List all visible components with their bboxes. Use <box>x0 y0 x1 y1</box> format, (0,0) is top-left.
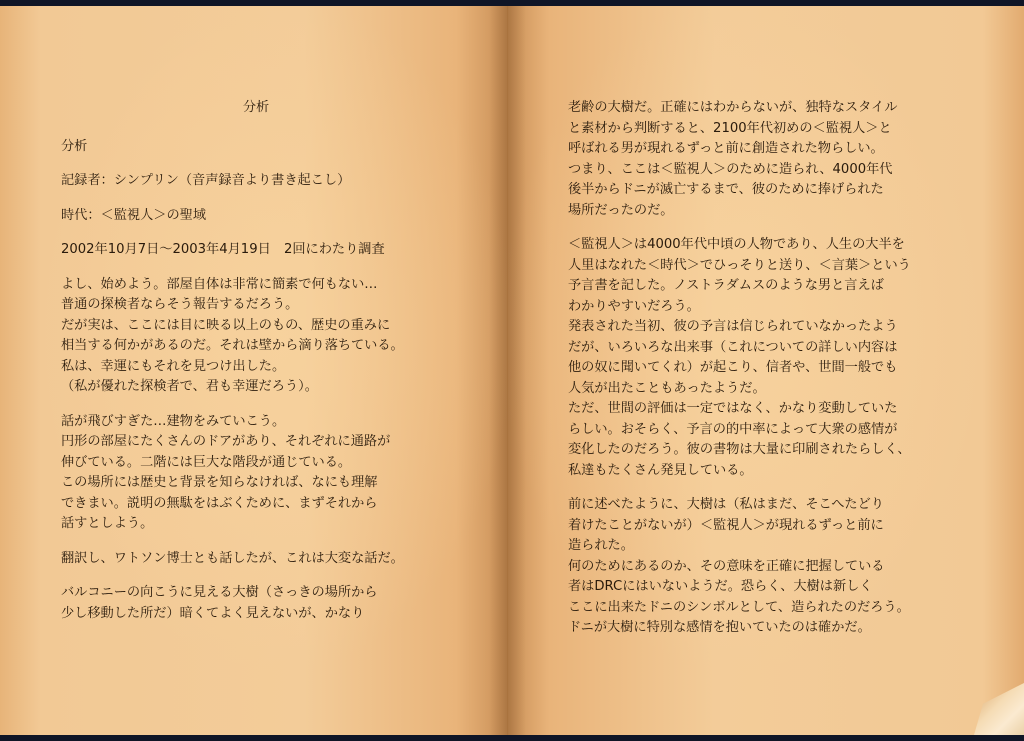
text-line: ここに出来たドニのシンボルとして、造られたのだろう。 <box>568 599 910 615</box>
right-page-text <box>568 98 968 639</box>
left-page-lines <box>61 137 461 625</box>
text-line: 私達もたくさん発見している。 <box>568 462 753 478</box>
text-line: 翻訳し、ワトソン博士とも話したが、これは大変な話だ。 <box>61 550 404 566</box>
text-line: できまい。説明の無駄をはぶくために、まずそれから <box>61 495 378 511</box>
text-line: 変化したのだろう。彼の書物は大量に印刷されたらしく、 <box>568 442 911 457</box>
text-line: 老齢の大樹だ。正確にはわからないが、独特なスタイル <box>568 100 898 115</box>
text-line: バルコニーの向こうに見える大樹（さっきの場所から <box>61 585 378 600</box>
text-line: 2002年10月7日〜2003年4月19日 2回にわたり調査 <box>61 242 385 257</box>
left-page[interactable] <box>0 6 508 735</box>
text-line: わかりやすいだろう。 <box>568 298 700 314</box>
text-line: つまり、ここは＜監視人＞のために造られ、4000年代 <box>568 161 893 177</box>
text-line: 少し移動した所だ）暗くてよく見えないが、かなり <box>61 605 365 621</box>
text-line: 発表された当初、彼の予言は信じられていなかったよう <box>568 319 898 334</box>
text-line: 予言書を記した。ノストラダムスのような男と言えば <box>568 278 884 293</box>
text-line: 話が飛びすぎた…建物をみていこう。 <box>61 413 286 429</box>
text-line: ＜監視人＞は4000年代中頃の人物であり、人生の大半を <box>568 237 905 252</box>
text-line: （私が優れた探検者で、君も幸運だろう）。 <box>61 379 318 394</box>
text-line: 話すとしよう。 <box>61 516 154 531</box>
text-line: ドニが大樹に特別な感情を抱いていたのは確かだ。 <box>568 620 871 635</box>
text-line: この場所には歴史と背景を知らなければ、なにも理解 <box>61 475 378 490</box>
paragraph-gap <box>568 221 968 235</box>
text-line: ただ、世間の評価は一定ではなく、かなり変動していた <box>568 401 898 416</box>
text-line: 呼ばれる男が現れるずっと前に創造された物らしい。 <box>568 141 884 156</box>
text-line: 場所だったのだ。 <box>568 202 674 218</box>
text-line: 人気が出たこともあったようだ。 <box>568 380 766 396</box>
page-heading: 分析 <box>242 100 270 115</box>
right-page-lines <box>568 98 968 639</box>
text-line: 他の奴に聞いてくれ）が起こり、信者や、世間一般でも <box>568 360 898 375</box>
text-line: 私は、幸運にもそれを見つけ出した。 <box>61 358 286 374</box>
paragraph-gap <box>61 398 461 412</box>
text-line: 相当する何かがあるのだ。それは壁から滴り落ちている。 <box>61 338 404 353</box>
page-curl-icon[interactable] <box>974 683 1024 735</box>
paragraph-gap <box>61 535 461 549</box>
text-line: 者はDRCにはいないようだ。恐らく、大樹は新しく <box>568 579 873 594</box>
paragraph-gap <box>61 261 461 275</box>
paragraph-gap <box>61 226 461 240</box>
text-line: 着けたことがないが）＜監視人＞が現れるずっと前に <box>568 517 884 533</box>
text-line: よし、始めよう。部屋自体は非常に簡素で何もない… <box>61 276 378 292</box>
text-line: 人里はなれた＜時代＞でひっそりと送り、＜言葉＞という <box>568 257 911 273</box>
text-line: 後半からドニが滅亡するまで、彼のために捧げられた <box>568 182 884 197</box>
paragraph-gap <box>568 481 968 495</box>
text-line: 前に述べたように、大樹は（私はまだ、そこへたどり <box>568 497 884 512</box>
text-line: 伸びている。二階には巨大な階段が通じている。 <box>61 454 352 470</box>
text-line: 普通の探検者ならそう報告するだろう。 <box>61 297 299 312</box>
spine-shadow-right <box>508 6 526 735</box>
text-line: 記録者：シンプリン（音声録音より書き起こし） <box>61 173 351 188</box>
paragraph-gap <box>61 569 461 583</box>
spine-shadow-left <box>489 6 507 735</box>
journal-book <box>0 6 1024 735</box>
text-line: 何のためにあるのか、その意味を正確に把握している <box>568 558 885 574</box>
text-line: 時代：＜監視人＞の聖域 <box>61 207 207 223</box>
right-page[interactable] <box>508 6 1024 735</box>
paragraph-gap <box>61 192 461 206</box>
text-line: だが、いろいろな出来事（これについての詳しい内容は <box>568 339 898 355</box>
text-line: だが実は、ここには目に映る以上のもの、歴史の重みに <box>61 317 391 333</box>
paragraph-gap <box>61 157 461 171</box>
text-line: と素材から判断すると、2100年代初めの＜監視人＞と <box>568 120 892 136</box>
text-line: 分析 <box>61 138 88 154</box>
left-page-text <box>61 98 461 624</box>
text-line: 円形の部屋にたくさんのドアがあり、それぞれに通路が <box>61 434 391 449</box>
text-line: 造られた。 <box>568 538 634 553</box>
text-line: らしい。おそらく、予言の的中率によって大衆の感情が <box>568 421 898 437</box>
